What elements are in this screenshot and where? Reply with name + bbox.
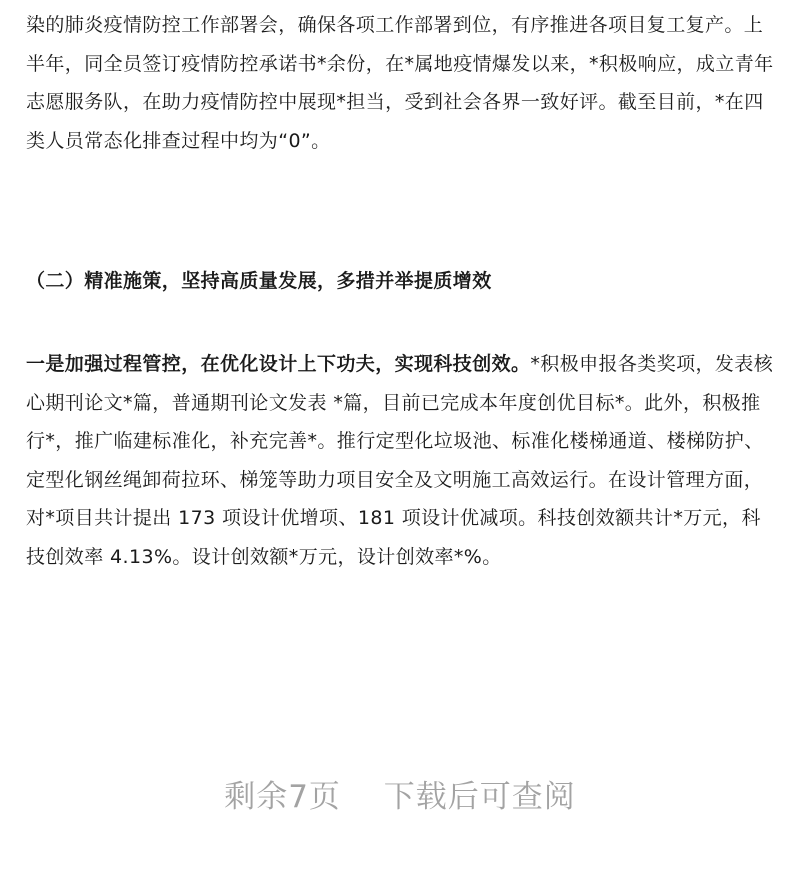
paragraph-lead-sentence: 一是加强过程管控，在优化设计上下功夫，实现科技创效。 [26,353,531,375]
download-prompt[interactable] [0,775,800,819]
paragraph-body-text: *积极申报各类奖项，发表核心期刊论文*篇，普通期刊论文发表 *篇，目前已完成本年度创优目标*。此外，积极推行*，推广临建标准化，补充完善*。推行定型化垃圾池、标准化楼梯通道、楼梯防护、定型化钢丝绳卸荷拉环、梯笼等助力项目安全及文明施工高效运行。在设计管理方面，对*项目共计提出 173 项设计优增项、181 项设计优减项。科技创效额共计*万元，科技创效率 4.13%。设计创效额*万元，设计创效率*%。 [26,353,774,568]
download-hint-label[interactable]: 下载后可查阅 [383,779,576,815]
section-heading: （二）精准施策，坚持高质量发展，多措并举提质增效 [26,270,492,292]
remaining-pages-label[interactable]: 剩余7页 [224,779,341,815]
body-paragraph [26,345,778,576]
body-paragraph: 染的肺炎疫情防控工作部署会，确保各项工作部署到位，有序推进各项目复工复产。上半年，同全员签订疫情防控承诺书*余份，在*属地疫情爆发以来，*积极响应，成立青年志愿服务队，在助力疫情防控中展现*担当，受到社会各界一致好评。截至目前，*在四类人员常态化排查过程中均为“0”。 [26,14,774,152]
